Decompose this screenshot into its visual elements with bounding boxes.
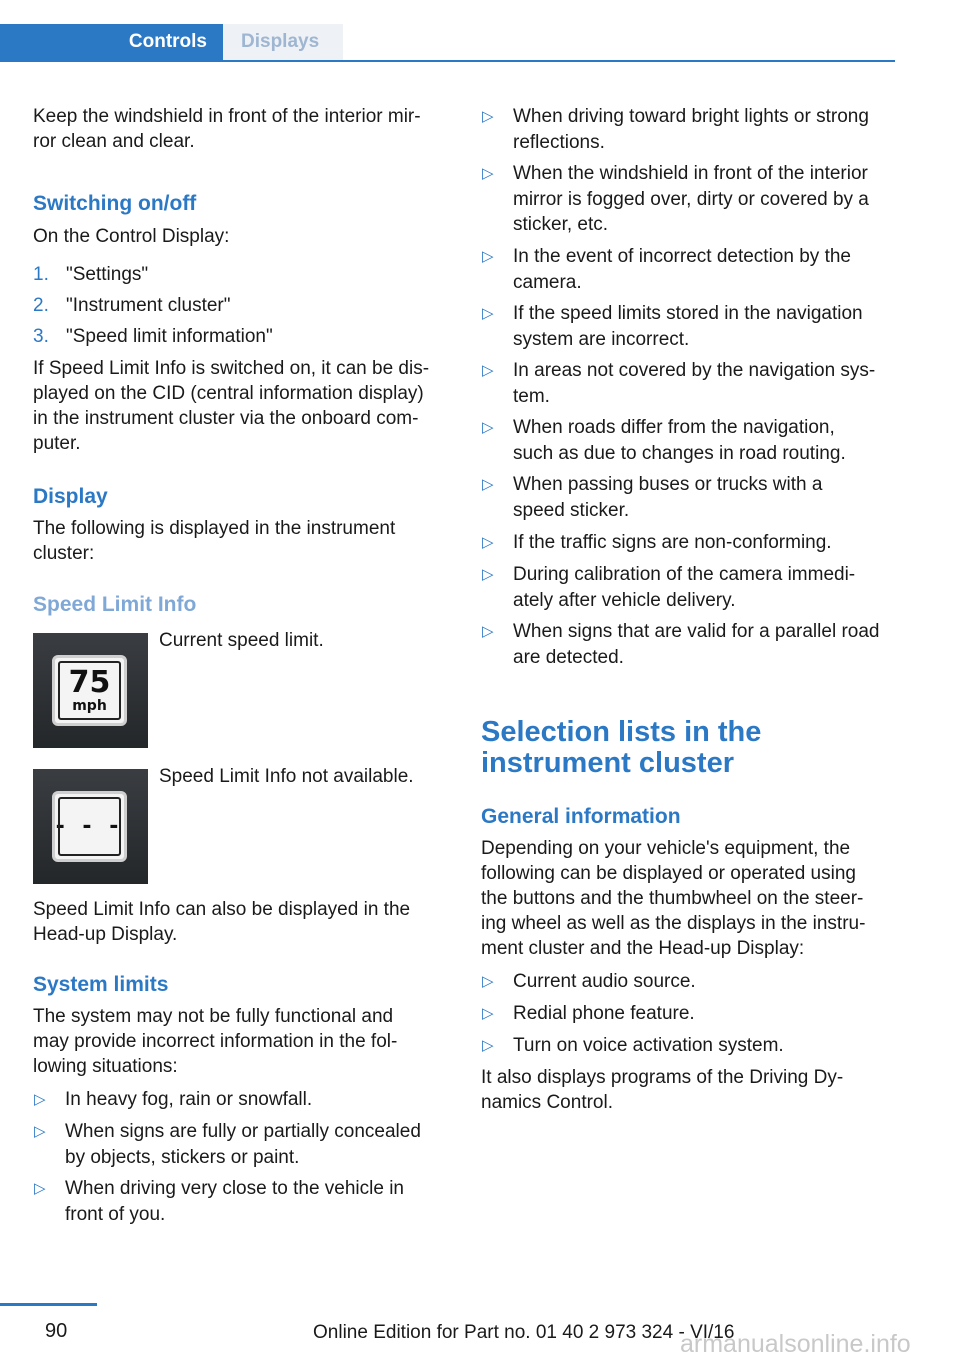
list-item-text	[513, 969, 898, 995]
bullet-triangle-icon: ▷	[482, 566, 494, 583]
sign-number: 75	[68, 664, 111, 700]
sign-unit: mph	[72, 697, 107, 714]
text-line: When signs that are valid for a parallel road	[513, 621, 880, 642]
text-line: Turn on voice activation system.	[513, 1035, 784, 1056]
list-item-text	[513, 619, 898, 670]
sign2-caption: Speed Limit Info not available.	[159, 766, 414, 787]
bullet-triangle-icon: ▷	[482, 534, 494, 551]
text-line: cluster:	[33, 543, 95, 564]
bullet-triangle-icon: ▷	[482, 362, 494, 379]
list-item-text	[513, 1033, 898, 1059]
text-line: by objects, stickers or paint.	[65, 1146, 300, 1168]
title-line: instrument cluster	[481, 747, 734, 779]
list-item-text	[513, 301, 898, 352]
chapter-tabs	[0, 24, 895, 62]
list-item-text	[513, 161, 898, 238]
text-line: may provide incorrect information in the fol-	[33, 1031, 398, 1052]
text-line: in the instrument cluster via the onboard com-	[33, 408, 419, 429]
text-line: The system may not be fully functional and	[33, 1006, 394, 1027]
watermark: armanualsonline.info	[680, 1330, 911, 1358]
text-line: If Speed Limit Info is switched on, it can be dis-	[33, 358, 430, 379]
step-text: "Speed limit information"	[66, 326, 273, 347]
sli-after	[33, 897, 410, 947]
step-text: "Instrument cluster"	[66, 295, 231, 316]
page-number: 90	[45, 1320, 68, 1342]
list-item-text	[65, 1087, 450, 1113]
text-line: When roads differ from the navigation,	[513, 417, 835, 438]
sign1-caption: Current speed limit.	[159, 630, 324, 651]
heading-speed-limit-info: Speed Limit Info	[33, 593, 197, 616]
bullet-triangle-icon: ▷	[482, 623, 494, 640]
bullet-triangle-icon: ▷	[482, 248, 494, 265]
switching-after	[33, 356, 429, 456]
sign-border	[58, 797, 121, 856]
step-number: 2.	[33, 295, 49, 316]
no-speed-sign-icon	[52, 791, 127, 862]
bullet-triangle-icon: ▷	[482, 476, 494, 493]
bullet-triangle-icon: ▷	[482, 1037, 494, 1054]
text-line: ately after vehicle delivery.	[513, 589, 736, 611]
list-item-text	[513, 358, 898, 409]
step-text: "Settings"	[66, 264, 149, 285]
text-line: In the event of incorrect detection by the	[513, 246, 851, 267]
list-item-text	[513, 1001, 898, 1027]
title-line: Selection lists in the	[481, 716, 762, 748]
heading-system-limits: System limits	[33, 973, 169, 996]
speed-sign-icon	[52, 655, 127, 726]
bullet-triangle-icon: ▷	[482, 165, 494, 182]
text-line: front of you.	[65, 1203, 166, 1225]
list-item-text	[513, 530, 898, 556]
text-line: ment cluster and the Head-up Display:	[481, 938, 805, 959]
text-line: ing wheel as well as the displays in the instru-	[481, 913, 866, 934]
edition-note: Online Edition for Part no. 01 40 2 973 324 - VI/16	[313, 1322, 735, 1343]
text-line: namics Control.	[481, 1092, 613, 1113]
tab-displays[interactable]	[223, 24, 343, 60]
text-line: When driving very close to the vehicle in	[65, 1178, 404, 1199]
text-line: When signs are fully or partially concealed	[65, 1121, 421, 1142]
bullet-triangle-icon: ▷	[482, 419, 494, 436]
text-line: In heavy fog, rain or snowfall.	[65, 1089, 313, 1110]
bullet-triangle-icon: ▷	[34, 1180, 46, 1197]
text-line: tem.	[513, 385, 550, 407]
sign-dashes: - - -	[55, 814, 124, 839]
speed-limit-75-image	[33, 633, 148, 748]
text-line: puter.	[33, 433, 81, 454]
text-line: If the traffic signs are non-conforming.	[513, 532, 832, 553]
text-line: It also displays programs of the Driving Dy-	[481, 1067, 844, 1088]
text-line: In areas not covered by the navigation sys-	[513, 360, 876, 381]
heading-display: Display	[33, 485, 108, 508]
bullet-triangle-icon: ▷	[482, 973, 494, 990]
bullet-triangle-icon: ▷	[34, 1091, 46, 1108]
bullet-triangle-icon: ▷	[482, 305, 494, 322]
sign-border	[58, 661, 121, 720]
list-item-text	[65, 1119, 450, 1170]
tab-controls-label: Controls	[128, 31, 207, 52]
heading-general-information: General information	[481, 805, 681, 828]
heading-switching: Switching on/off	[33, 192, 197, 215]
intro-line: ror clean and clear.	[33, 131, 195, 152]
intro-paragraph	[33, 104, 421, 154]
list-item-text	[513, 415, 898, 466]
limits-text	[33, 1004, 397, 1079]
general-text	[481, 836, 865, 961]
text-line: camera.	[513, 271, 582, 293]
intro-line: Keep the windshield in front of the interior mir-	[33, 106, 421, 127]
general-after	[481, 1065, 843, 1115]
switching-lead: On the Control Display:	[33, 226, 230, 247]
text-line: are detected.	[513, 646, 624, 668]
text-line: The following is displayed in the instrument	[33, 518, 396, 539]
text-line: When driving toward bright lights or strong	[513, 106, 869, 127]
step-number: 1.	[33, 264, 49, 285]
text-line: the buttons and the thumbwheel on the steer-	[481, 888, 864, 909]
text-line: Depending on your vehicle's equipment, the	[481, 838, 851, 859]
tab-displays-label: Displays	[241, 31, 320, 52]
text-line: reflections.	[513, 131, 605, 153]
bullet-triangle-icon: ▷	[482, 108, 494, 125]
text-line: following can be displayed or operated using	[481, 863, 856, 884]
list-item-text	[513, 562, 898, 613]
bullet-triangle-icon: ▷	[34, 1123, 46, 1140]
text-line: Speed Limit Info can also be displayed in the	[33, 899, 411, 920]
display-text	[33, 516, 395, 566]
text-line: Redial phone feature.	[513, 1003, 695, 1024]
list-item-text	[513, 104, 898, 155]
text-line: lowing situations:	[33, 1056, 178, 1077]
text-line: If the speed limits stored in the navigation	[513, 303, 863, 324]
text-line: When passing buses or trucks with a	[513, 474, 823, 495]
text-line: sticker, etc.	[513, 214, 609, 235]
text-line: system are incorrect.	[513, 328, 690, 350]
tab-controls[interactable]	[0, 24, 223, 60]
list-item-text	[513, 472, 898, 523]
section-title	[481, 717, 761, 779]
step-number: 3.	[33, 326, 49, 347]
text-line: played on the CID (central information display)	[33, 383, 424, 404]
text-line: When the windshield in front of the interior	[513, 163, 868, 184]
speed-limit-unavailable-image	[33, 769, 148, 884]
footer-rule	[0, 1303, 97, 1306]
text-line: Current audio source.	[513, 971, 696, 992]
text-line: mirror is fogged over, dirty or covered by a	[513, 188, 869, 210]
list-item-text	[513, 244, 898, 295]
text-line: During calibration of the camera immedi-	[513, 564, 856, 585]
header-rule	[0, 60, 895, 62]
text-line: such as due to changes in road routing.	[513, 442, 846, 464]
text-line: speed sticker.	[513, 499, 630, 521]
text-line: Head-up Display.	[33, 924, 178, 945]
list-item-text	[65, 1176, 450, 1227]
bullet-triangle-icon: ▷	[482, 1005, 494, 1022]
